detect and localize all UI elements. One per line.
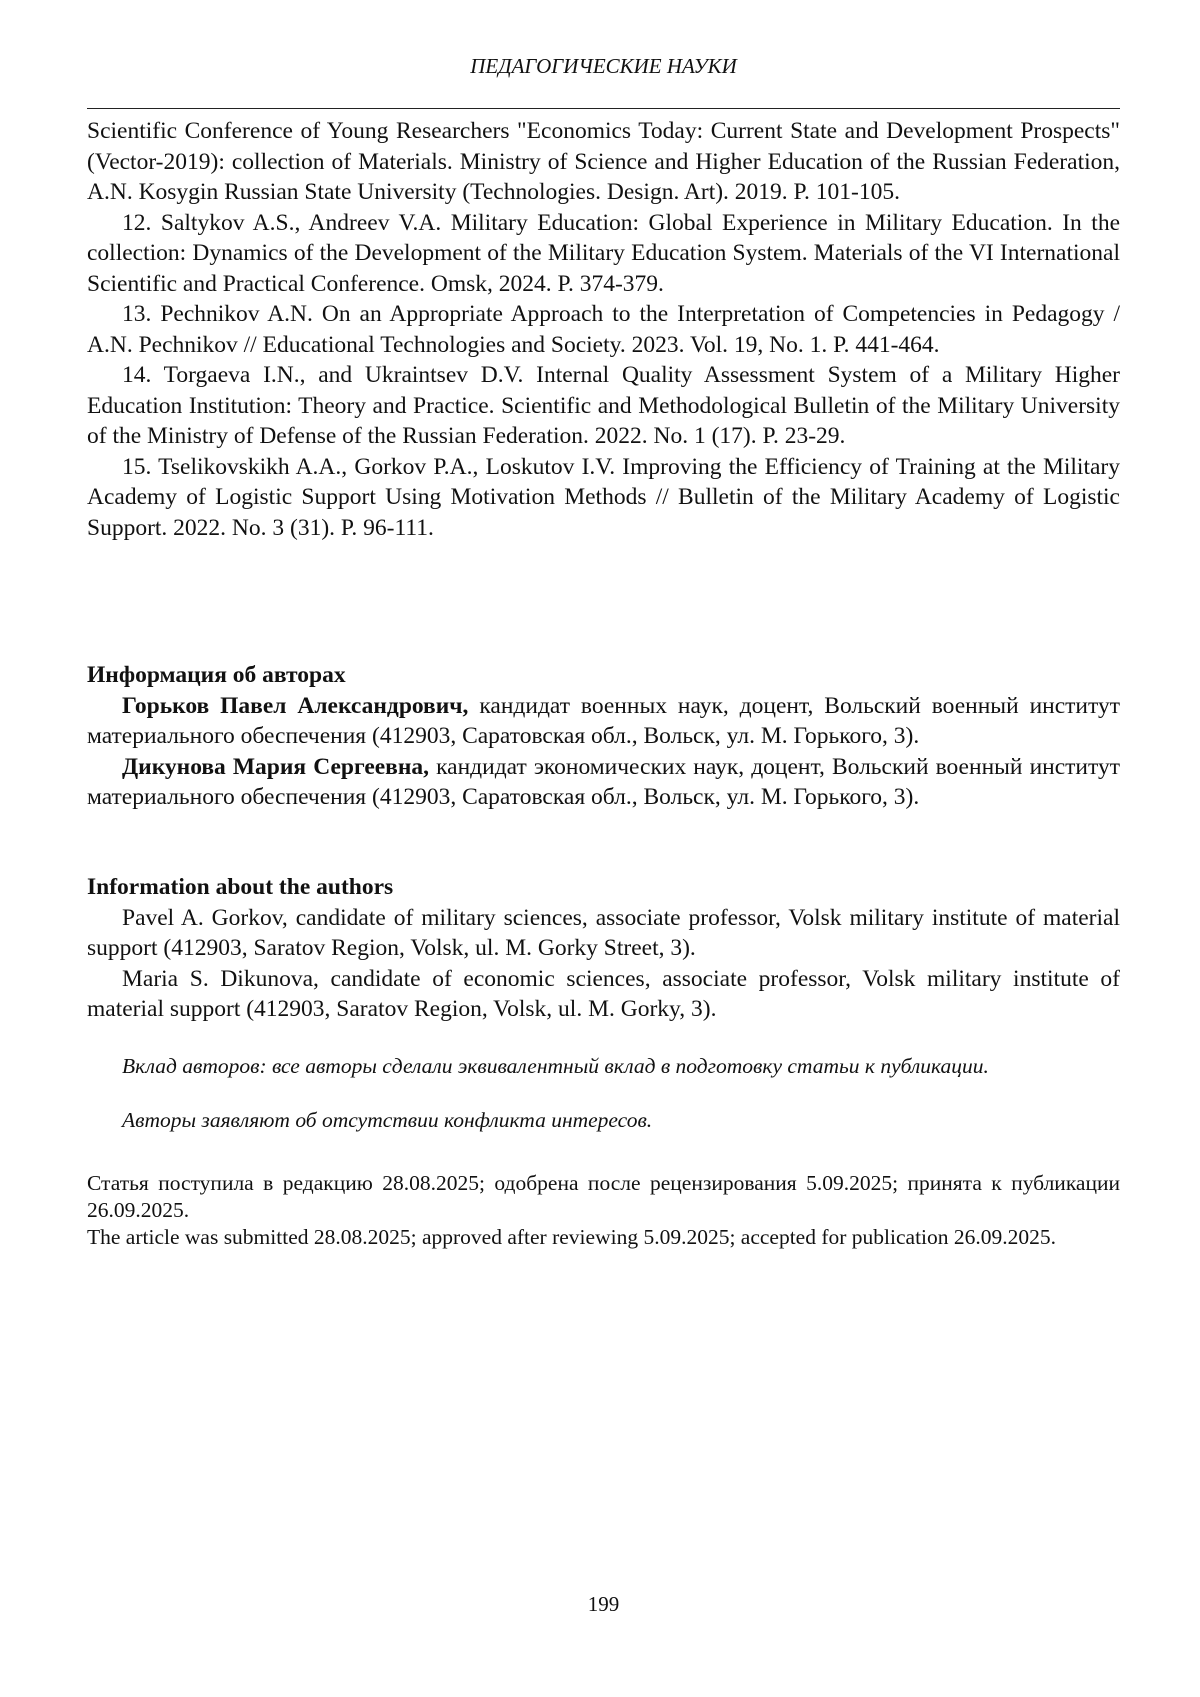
reference-item-14: 14. Torgaeva I.N., and Ukraintsev D.V. Internal Quality Assessment System of a Military Higher Education Institution: Theory and Practice. Scientific and Methodological Bulletin of the Military University of the Ministry of Defense of the Russian Federation. 2022. No. 1 (17). P. 23-29. — [87, 362, 1120, 449]
article-dates-ru: Статья поступила в редакцию 28.08.2025; одобрена после рецензирования 5.09.2025; принята к публикации 26.09.2025. — [87, 1171, 1120, 1222]
authors-info-en-title: Information about the authors — [87, 874, 394, 900]
article-dates — [87, 1170, 1120, 1251]
author-ru-2 — [87, 752, 1120, 813]
author-notes — [87, 1052, 1120, 1134]
conflict-note: Авторы заявляют об отсутствии конфликта интересов. — [122, 1108, 653, 1132]
reference-item-15: 15. Tselikovskikh A.A., Gorkov P.A., Loskutov I.V. Improving the Efficiency of Training at the Military Academy of Logistic Support Using Motivation Methods // Bulletin of the Military Academy of Logistic Support. 2022. No. 3 (31). P. 96-111. — [87, 453, 1120, 541]
author-en-2: Maria S. Dikunova, candidate of economic sciences, associate professor, Volsk military institute of material support (412903, Saratov Region, Volsk, ul. M. Gorky, 3). — [87, 965, 1120, 1022]
authors-info-en — [87, 872, 1120, 1025]
running-header: ПЕДАГОГИЧЕСКИЕ НАУКИ — [470, 54, 737, 78]
header-divider — [87, 108, 1120, 109]
authors-info-ru-title: Информация об авторах — [87, 662, 346, 688]
author-ru-2-name: Дикунова Мария Сергеевна, — [122, 753, 430, 780]
authors-info-ru — [87, 660, 1120, 813]
reference-list — [87, 116, 1120, 543]
reference-item-13: 13. Pechnikov A.N. On an Appropriate Approach to the Interpretation of Competencies in Pedagogy / A.N. Pechnikov // Educational Technologies and Society. 2023. Vol. 19, No. 1. P. 441-464. — [87, 301, 1120, 358]
reference-continuation: Scientific Conference of Young Researchers "Economics Today: Current State and Development Prospects" (Vector-2019): collection of Materials. Ministry of Science and Higher Education of the Russian Federation, A.N. Kosygin Russian State University (Technologies. Design. Art). 2019. P. 101-105. — [87, 118, 1120, 205]
article-dates-en: The article was submitted 28.08.2025; approved after reviewing 5.09.2025; accepted for publication 26.09.2025. — [87, 1225, 1057, 1249]
author-ru-1 — [87, 691, 1120, 752]
author-ru-2-details: кандидат экономических наук, доцент, Вольский военный институт материального обеспечения (412903, Саратовская обл., Вольск, ул. М. Горького, 3). — [87, 753, 1120, 810]
author-ru-1-name: Горьков Павел Александрович, — [122, 692, 469, 719]
author-en-1: Pavel A. Gorkov, candidate of military sciences, associate professor, Volsk military institute of material support (412903, Saratov Region, Volsk, ul. M. Gorky Street, 3). — [87, 904, 1120, 961]
contribution-note: Вклад авторов: все авторы сделали эквивалентный вклад в подготовку статьи к публикации. — [122, 1054, 989, 1078]
reference-item-12: 12. Saltykov A.S., Andreev V.A. Military Education: Global Experience in Military Education. In the collection: Dynamics of the Development of the Military Education System. Materials of the VI International Scientific and Practical Conference. Omsk, 2024. P. 374-379. — [87, 209, 1120, 297]
page-number: 199 — [587, 1592, 620, 1616]
author-ru-1-details: кандидат военных наук, доцент, Вольский военный институт материального обеспечения (412903, Саратовская обл., Вольск, ул. М. Горького, 3). — [87, 692, 1120, 749]
